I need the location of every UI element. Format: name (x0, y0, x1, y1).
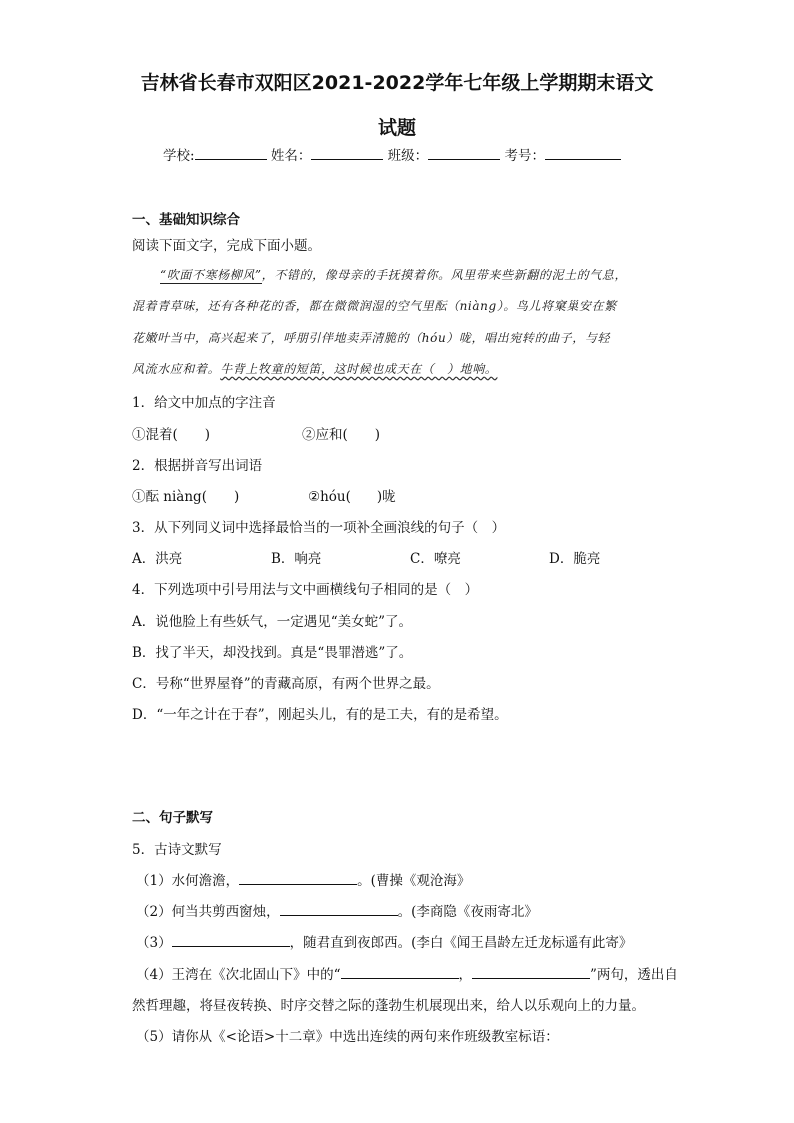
passage-line-3: 花嫩叶当中，高兴起来了，呼朋引伴地卖弄清脆的（hóu）咙，唱出宛转的曲子，与轻 (132, 331, 611, 345)
q5-item3-blank[interactable] (172, 932, 290, 947)
q5-item4-blank2[interactable] (472, 964, 590, 979)
class-label: 班级： (387, 148, 429, 164)
q5-item5: （5）请你从《<论语>十二章》中选出连续的两句来作班级教室标语： (136, 1029, 559, 1045)
section1-intro: 阅读下面文字，完成下面小题。 (132, 238, 321, 254)
passage-line-1 (160, 266, 627, 283)
q4-option-a[interactable]: A．说他脸上有些妖气，一定遇见“美女蛇”了。 (132, 614, 413, 630)
q2-item2 (308, 485, 396, 505)
page-title-line2: 试题 (377, 117, 416, 139)
q3-stem: 3．从下列同义词中选择最恰当的一项补全画浪线的句子（ ） (132, 520, 506, 536)
q5-item2: （2）何当共剪西窗烛， 。(李商隐《夜雨寄北》 (136, 900, 538, 920)
q2-stem: 2．根据拼音写出词语 (132, 458, 263, 474)
passage-line-2: 混着青草味，还有各种花的香，都在微微润湿的空气里酝（niàng）。鸟儿将窠巢安在繁 (132, 299, 617, 313)
passage-line-4 (132, 360, 497, 377)
q5-stem: 5．古诗文默写 (132, 842, 222, 858)
section2-heading: 二、句子默写 (132, 810, 213, 826)
q4-stem: 4．下列选项中引号用法与文中画横线句子相同的是（ ） (132, 582, 479, 598)
exam-no-label: 考号： (504, 148, 545, 164)
q3-option-a[interactable]: A．洪亮 (132, 551, 183, 567)
q2-item2-b: )咙 (376, 489, 396, 505)
passage-quote: “吹面不寒杨柳风” (160, 268, 262, 282)
student-info-line (163, 144, 621, 164)
name-field[interactable] (311, 145, 383, 160)
q1-item2: ②应和( ) (302, 427, 381, 443)
q4-option-b[interactable]: B．找了半天，却没找到。真是“畏罪潜逃”了。 (132, 645, 413, 661)
q2-item1: ①酝 niàng( ) (132, 489, 240, 505)
exam-no-field[interactable] (545, 145, 621, 160)
q4-option-c[interactable]: C．号称“世界屋脊”的青藏高原，有两个世界之最。 (132, 676, 440, 692)
school-label: 学校: (163, 148, 195, 164)
q5-item4-blank1[interactable] (341, 964, 459, 979)
q2-item2-a: ②hóu( (308, 489, 351, 505)
q5-item4-continued: 然哲理趣，将昼夜转换、时序交替之际的蓬勃生机展现出来，给人以乐观向上的力量。 (132, 998, 645, 1014)
q5-item4: （4）王湾在《次北固山下》中的“ ， ”两句，透出自 (136, 963, 678, 983)
passage-wavy-sentence: 牛背上牧童的短笛，这时候也成天在（ ）地响。 (220, 362, 498, 376)
passage-line-4-a: 风流水应和着。 (132, 362, 221, 376)
school-field[interactable] (195, 145, 267, 160)
page-title-line1: 吉林省长春市双阳区2021-2022学年七年级上学期期末语文 (140, 72, 654, 94)
passage-line-1-rest: ，不错的，像母亲的手抚摸着你。风里带来些新翻的泥土的气息， (261, 268, 628, 282)
q5-item3: （3） ，随君直到夜郎西。(李白《闻王昌龄左迁龙标遥有此寄》 (136, 931, 632, 951)
name-label: 姓名： (270, 148, 312, 164)
section1-heading: 一、基础知识综合 (132, 212, 240, 228)
q3-option-d[interactable]: D．脆亮 (549, 551, 601, 567)
q1-stem: 1．给文中加点的字注音 (132, 395, 276, 411)
q4-option-d[interactable]: D．“一年之计在于春”，刚起头儿，有的是工夫，有的是希望。 (132, 707, 508, 723)
class-field[interactable] (428, 145, 500, 160)
q3-option-b[interactable]: B．响亮 (271, 551, 322, 567)
q5-item1-blank[interactable] (239, 870, 357, 885)
q1-item1: ①混着( ) (132, 427, 211, 443)
q5-item2-blank[interactable] (280, 901, 398, 916)
q5-item1: （1）水何澹澹， 。(曹操《观沧海》 (136, 869, 470, 889)
q3-option-c[interactable]: C．嘹亮 (410, 551, 461, 567)
